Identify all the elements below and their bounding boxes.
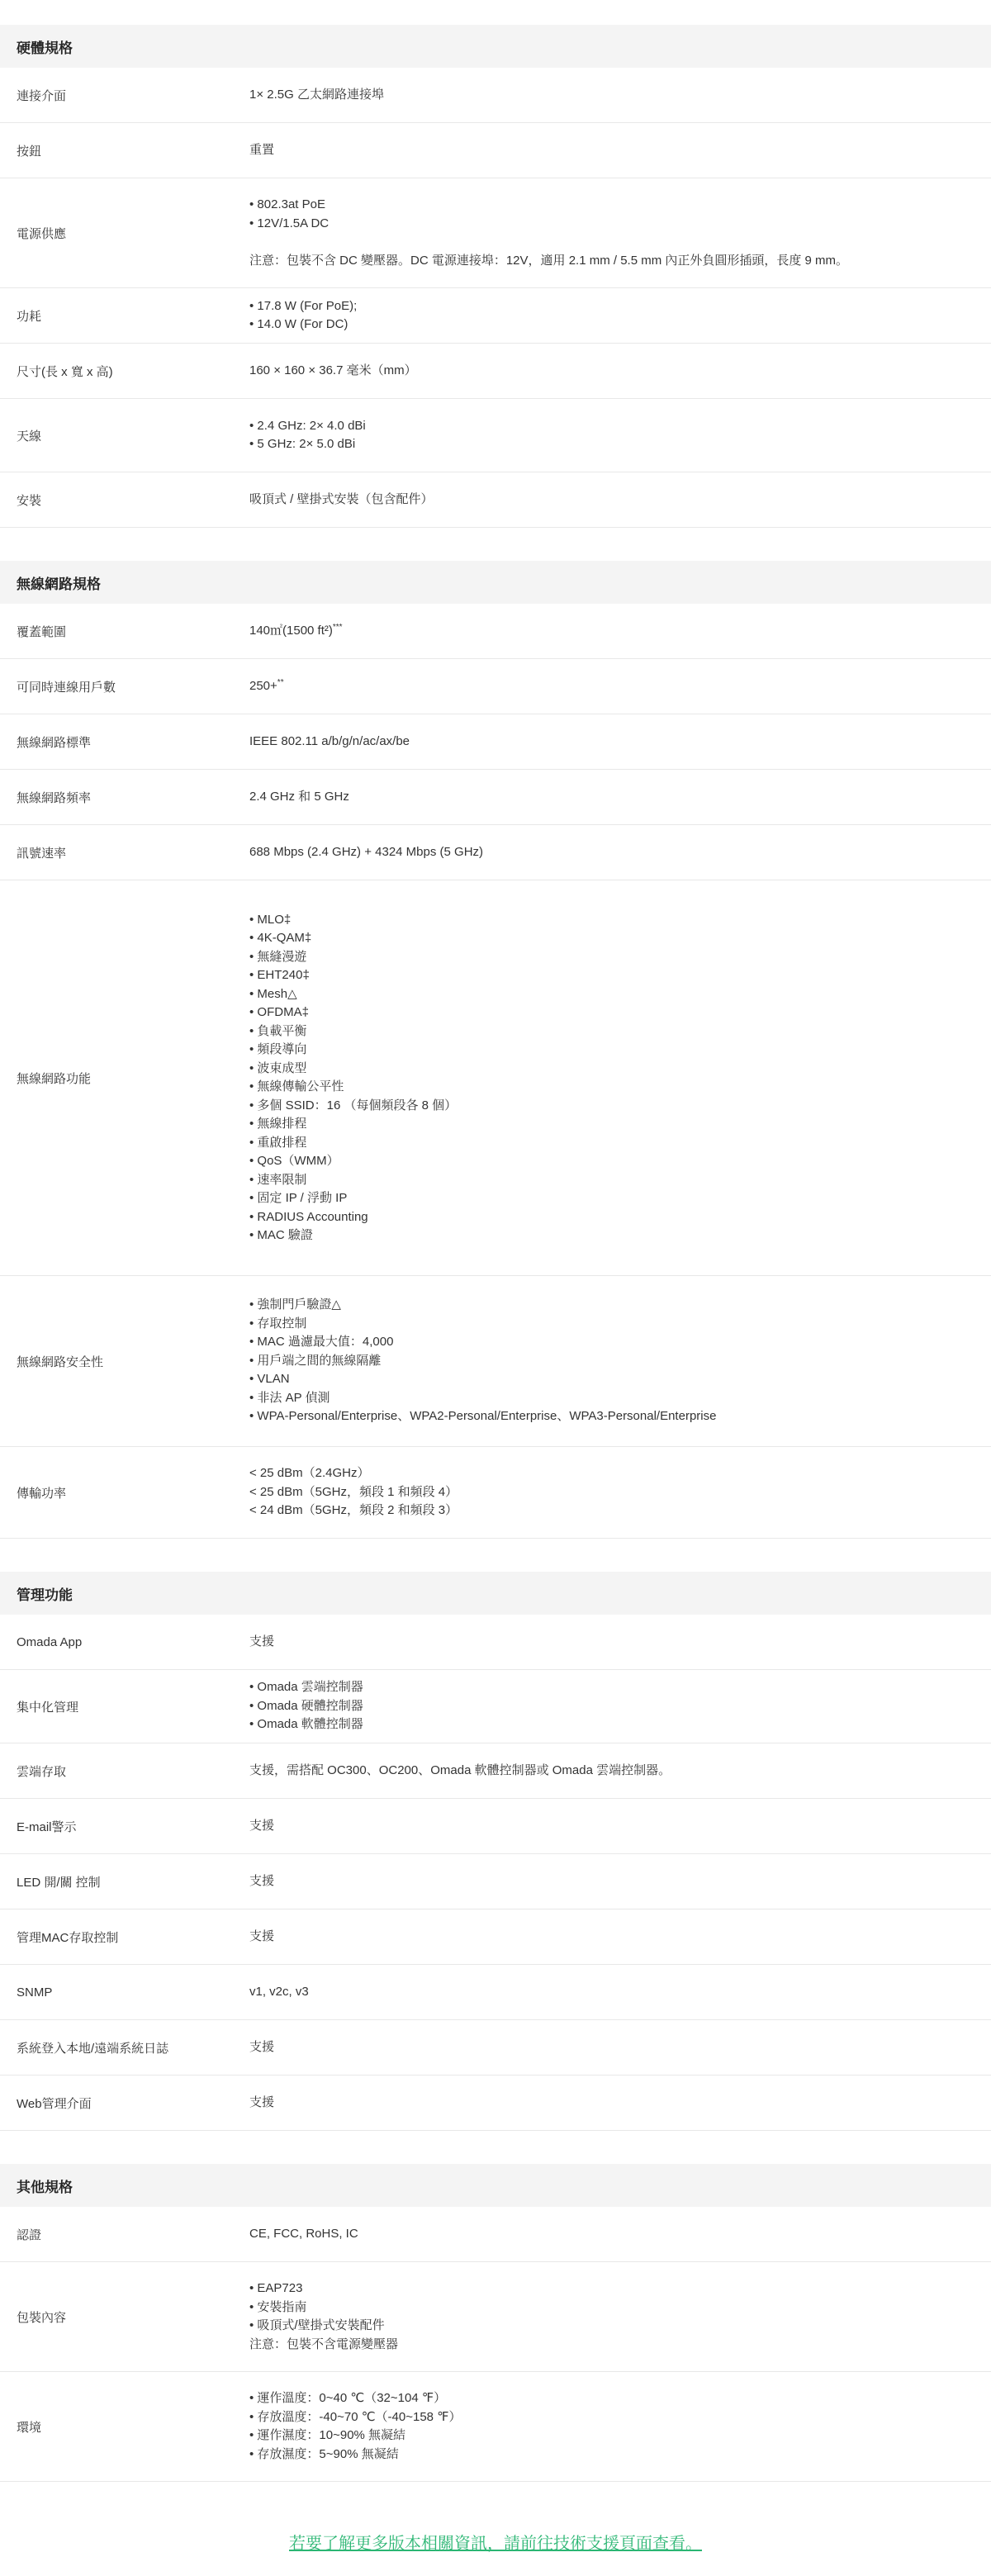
spec-row [0,880,991,1276]
spec-value-text: 注意：包裝不含 DC 變壓器。DC 電源連接埠：12V，適用 2.1 mm / 5.5 mm 內正外負圓形插頭，長度 9 mm。 [249,253,849,268]
spec-value-line [249,252,991,271]
spec-value-text: 688 Mbps (2.4 GHz) + 4324 Mbps (5 GHz) [249,844,484,859]
spec-label: SNMP [17,1985,53,2000]
spec-value-line [249,1633,991,1652]
spec-value-line [249,1389,991,1408]
spec-value-line [249,2446,991,2465]
spec-value-line [249,417,991,436]
spec-value-text: • 負載平衡 [249,1023,307,1038]
spec-value-text: • 802.3at PoE [249,197,325,211]
spec-row [0,825,991,880]
spec-section [0,561,991,1539]
spec-row [0,714,991,770]
spec-value [249,723,991,761]
spec-value-text: • 5 GHz: 2× 5.0 dBi [249,437,356,451]
spec-value-text: • 安裝指南 [249,2299,307,2314]
spec-label: 集中化管理 [17,1700,79,1715]
spec-value-text: • 波束成型 [249,1060,307,1075]
spec-value-text: 2.4 GHz 和 5 GHz [249,789,349,804]
spec-value-line [249,491,991,510]
section-title: 硬體規格 [0,25,991,68]
spec-value-text: • 運作溫度：0~40 ℃（32~104 ℉） [249,2391,447,2405]
spec-value-line [249,1226,991,1245]
spec-value-text: 注意：包裝不含電源變壓器 [249,2336,399,2351]
spec-value [249,131,991,170]
spec-value-text: • 17.8 W (For PoE); [249,298,358,313]
spec-value-line [249,86,991,105]
spec-value-line [249,1872,991,1891]
spec-value-text: • QoS（WMM） [249,1154,339,1168]
spec-value-text: 支援，需搭配 OC300、OC200、Omada 軟體控制器或 Omada 雲端控制器。 [249,1762,671,1777]
spec-row [0,1909,991,1965]
spec-value-text: 支援 [249,1818,275,1833]
spec-value-text: • 強制門戶驗證△ [249,1297,341,1312]
spec-label: 安裝 [17,493,42,508]
spec-value [249,76,991,115]
spec-value-text: 160 × 160 × 36.7 毫米（mm） [249,363,417,377]
spec-value-text: • 用戶端之間的無線隔離 [249,1353,382,1368]
spec-value-line [249,985,991,1004]
spec-value [249,2270,991,2364]
spec-row [0,1799,991,1854]
spec-value-line [249,1022,991,1041]
spec-value-text: • 4K-QAM‡ [249,931,312,945]
spec-value-text: • MAC 驗證 [249,1228,313,1242]
spec-row [0,1965,991,2020]
spec-value-line [249,1483,991,1502]
spec-value-text: • 無縫漫遊 [249,949,307,964]
spec-value-line [249,1333,991,1352]
spec-value-text: • 存取控制 [249,1316,307,1331]
spec-value-line [249,1315,991,1334]
spec-row [0,2020,991,2076]
spec-value-line [249,1134,991,1153]
spec-value-line [249,843,991,862]
spec-section [0,25,991,528]
spec-value-line [249,1762,991,1781]
spec-value-line [249,1097,991,1116]
spec-value [249,778,991,817]
spec-label: 包裝內容 [17,2310,67,2325]
spec-value-text: • 存放濕度：5~90% 無凝結 [249,2446,399,2461]
spec-label: 無線網路安全性 [17,1354,104,1369]
spec-label: 可同時連線用戶數 [17,680,116,695]
spec-value-text: CE, FCC, RoHS, IC [249,2226,358,2241]
spec-value-line [249,2336,991,2355]
spec-value-text: • Omada 雲端控制器 [249,1680,363,1695]
spec-value-line [249,1171,991,1190]
spec-value-text: • 速率限制 [249,1172,307,1187]
spec-value [249,1918,991,1957]
spec-label: 認證 [17,2227,42,2242]
spec-value [249,612,991,651]
spec-row [0,2372,991,2482]
spec-value-line [249,622,991,641]
spec-value-text: • 吸頂式/壁掛式安裝配件 [249,2318,385,2332]
spec-value-text: 支援 [249,2094,275,2109]
spec-value-line [249,1928,991,1947]
spec-value [249,1807,991,1846]
spec-value [249,2379,991,2474]
spec-value-line [249,1115,991,1134]
spec-value-line [249,2427,991,2446]
spec-label: 天線 [17,429,42,444]
spec-row [0,288,991,344]
spec-label: 覆蓋範圍 [17,624,67,639]
spec-value [249,1286,991,1436]
spec-value-text: • 固定 IP / 浮動 IP [249,1191,348,1205]
spec-label: 管理MAC存取控制 [17,1930,119,1945]
spec-sections [0,25,991,2482]
spec-value-text: • 2.4 GHz: 2× 4.0 dBi [249,418,366,433]
spec-value-text: • Omada 軟體控制器 [249,1717,363,1732]
spec-value-line [249,1060,991,1079]
spec-label: 功耗 [17,309,42,324]
spec-row [0,1854,991,1909]
spec-value-text: • MLO‡ [249,912,292,927]
spec-section [0,1572,991,2131]
spec-value-line [249,911,991,930]
spec-value-text: 1× 2.5G 乙太網路連接埠 [249,87,384,102]
spec-value-text: • 重啟排程 [249,1135,307,1150]
spec-label: Omada App [17,1634,83,1649]
spec-label: 環境 [17,2420,42,2435]
spec-value-text: < 24 dBm（5GHz，頻段 2 和頻段 3） [249,1503,458,1518]
spec-value-text: • 多個 SSID：16 （每個頻段各 8 個） [249,1098,458,1112]
spec-value-line [249,362,991,381]
footnote-marker: ** [277,677,284,687]
spec-label: LED 開/關 控制 [17,1875,101,1890]
spec-value-line [249,1296,991,1315]
spec-label: 無線網路標準 [17,735,92,750]
spec-value-line [249,215,991,234]
section-title: 管理功能 [0,1572,991,1615]
spec-value-line [249,677,991,696]
spec-value-line [249,315,991,334]
spec-value-line [249,2408,991,2427]
spec-value-line [249,141,991,160]
spec-value [249,901,991,1255]
spec-value-line [249,733,991,752]
spec-value-text: • 頻段導向 [249,1042,307,1056]
spec-row [0,770,991,825]
spec-value-text: • Omada 硬體控制器 [249,1698,363,1713]
spec-row [0,344,991,399]
spec-row [0,1670,991,1743]
spec-value-text: • Mesh△ [249,986,297,1001]
spec-label: 系統登入本地/遠端系統日誌 [17,2041,169,2056]
spec-value-line [249,1983,991,2002]
spec-value-line [249,1501,991,1520]
spec-value-text: • 無線排程 [249,1117,307,1131]
support-page-link[interactable]: 若要了解更多版本相關資訊，請前往技術支援頁面查看。 [289,2535,702,2553]
spec-value-line [249,2038,991,2057]
spec-value-line [249,1189,991,1208]
spec-value-line [249,1152,991,1171]
spec-label: Web管理介面 [17,2096,92,2111]
spec-value [249,2215,991,2254]
spec-value [249,1454,991,1530]
spec-value-line [249,966,991,985]
spec-value-line [249,2094,991,2113]
spec-value [249,1623,991,1662]
spec-row [0,1615,991,1670]
spec-value-text: < 25 dBm（2.4GHz） [249,1466,370,1481]
spec-label: 傳輸功率 [17,1486,67,1501]
spec-row [0,123,991,178]
spec-value-line [249,2317,991,2336]
spec-label: 按鈕 [17,144,42,159]
spec-label: 電源供應 [17,226,67,241]
spec-value [249,1668,991,1744]
spec-value-line [249,1352,991,1371]
spec-row [0,68,991,123]
spec-value-text: IEEE 802.11 a/b/g/n/ac/ax/be [249,733,410,748]
spec-value-text: 吸頂式 / 壁掛式安裝（包含配件） [249,491,434,506]
section-title: 無線網路規格 [0,561,991,604]
spec-row [0,1276,991,1447]
section-title: 其他規格 [0,2164,991,2207]
spec-row [0,178,991,288]
spec-label: 連接介面 [17,88,67,103]
spec-row [0,1447,991,1539]
spec-value-line [249,1697,991,1716]
spec-label: E-mail警示 [17,1819,77,1834]
spec-value [249,481,991,519]
spec-row [0,2207,991,2262]
spec-value [249,2028,991,2067]
spec-value-line [249,948,991,967]
spec-row [0,604,991,659]
spec-value-text: 支援 [249,1634,275,1649]
spec-value [249,186,991,280]
spec-value-line [249,1817,991,1836]
spec-value-text: • VLAN [249,1372,290,1387]
spec-value [249,1973,991,2012]
spec-row [0,2076,991,2131]
spec-value-line [249,2279,991,2298]
footer [0,2515,991,2554]
spec-value-line [249,2389,991,2408]
spec-value-line [249,1464,991,1483]
spec-value-text: • OFDMA‡ [249,1005,309,1019]
spec-value-text: • 14.0 W (For DC) [249,317,349,331]
spec-value-line [249,1678,991,1697]
spec-value-text: • 12V/1.5A DC [249,216,330,230]
spec-value-text: • EHT240‡ [249,968,310,982]
spec-label: 無線網路功能 [17,1071,92,1086]
spec-row [0,472,991,528]
spec-row [0,399,991,472]
spec-value-line [249,1003,991,1022]
spec-value-line [249,1208,991,1227]
spec-value-text: • 非法 AP 偵測 [249,1390,330,1405]
spec-value-line [249,196,991,215]
spec-value-line [249,2225,991,2244]
spec-value-line [249,1078,991,1097]
spec-value-line [249,435,991,454]
spec-value-text: v1, v2c, v3 [249,1984,309,1999]
spec-value-line [249,297,991,316]
spec-value [249,287,991,344]
spec-value [249,352,991,391]
spec-value-text: 140㎡(1500 ft²) [249,623,333,638]
spec-value-text: < 25 dBm（5GHz，頻段 1 和頻段 4） [249,1484,458,1499]
spec-label: 雲端存取 [17,1764,67,1779]
spec-value-line [249,1041,991,1060]
spec-value-text: 支援 [249,2039,275,2054]
spec-value-text: • WPA-Personal/Enterprise、WPA2-Personal/Enterprise、WPA3-Personal/Enterprise [249,1409,717,1424]
spec-label: 尺寸(長 x 寬 x 高) [17,364,113,379]
spec-value-text: • 運作濕度：10~90% 無凝結 [249,2428,406,2442]
spec-value-text: • 無線傳輸公平性 [249,1079,344,1093]
spec-value-line [249,1715,991,1734]
spec-value-line [249,2298,991,2317]
footnote-marker: *** [332,622,343,632]
spec-value [249,407,991,464]
spec-value-line [249,1370,991,1389]
spec-value-text: • MAC 過濾最大值：4,000 [249,1335,394,1350]
spec-value-line [249,233,991,252]
spec-value [249,1752,991,1791]
spec-value-text: 250+ [249,678,277,693]
spec-value [249,1862,991,1901]
spec-value-line [249,1407,991,1426]
spec-value-text: • 存放溫度：-40~70 ℃（-40~158 ℉） [249,2409,462,2424]
spec-value-text: 支援 [249,1873,275,1888]
spec-section [0,2164,991,2482]
spec-value-text: 重置 [249,142,275,157]
spec-row [0,2262,991,2372]
spec-value-line [249,929,991,948]
spec-row [0,659,991,714]
spec-value-text: • RADIUS Accounting [249,1209,368,1224]
spec-value-text: • EAP723 [249,2281,303,2295]
spec-value [249,2084,991,2123]
spec-value-text: 支援 [249,1928,275,1943]
spec-row [0,1743,991,1799]
spec-label: 訊號速率 [17,846,67,861]
spec-value [249,833,991,872]
spec-value [249,667,991,706]
spec-value-line [249,788,991,807]
spec-label: 無線網路頻率 [17,790,92,805]
